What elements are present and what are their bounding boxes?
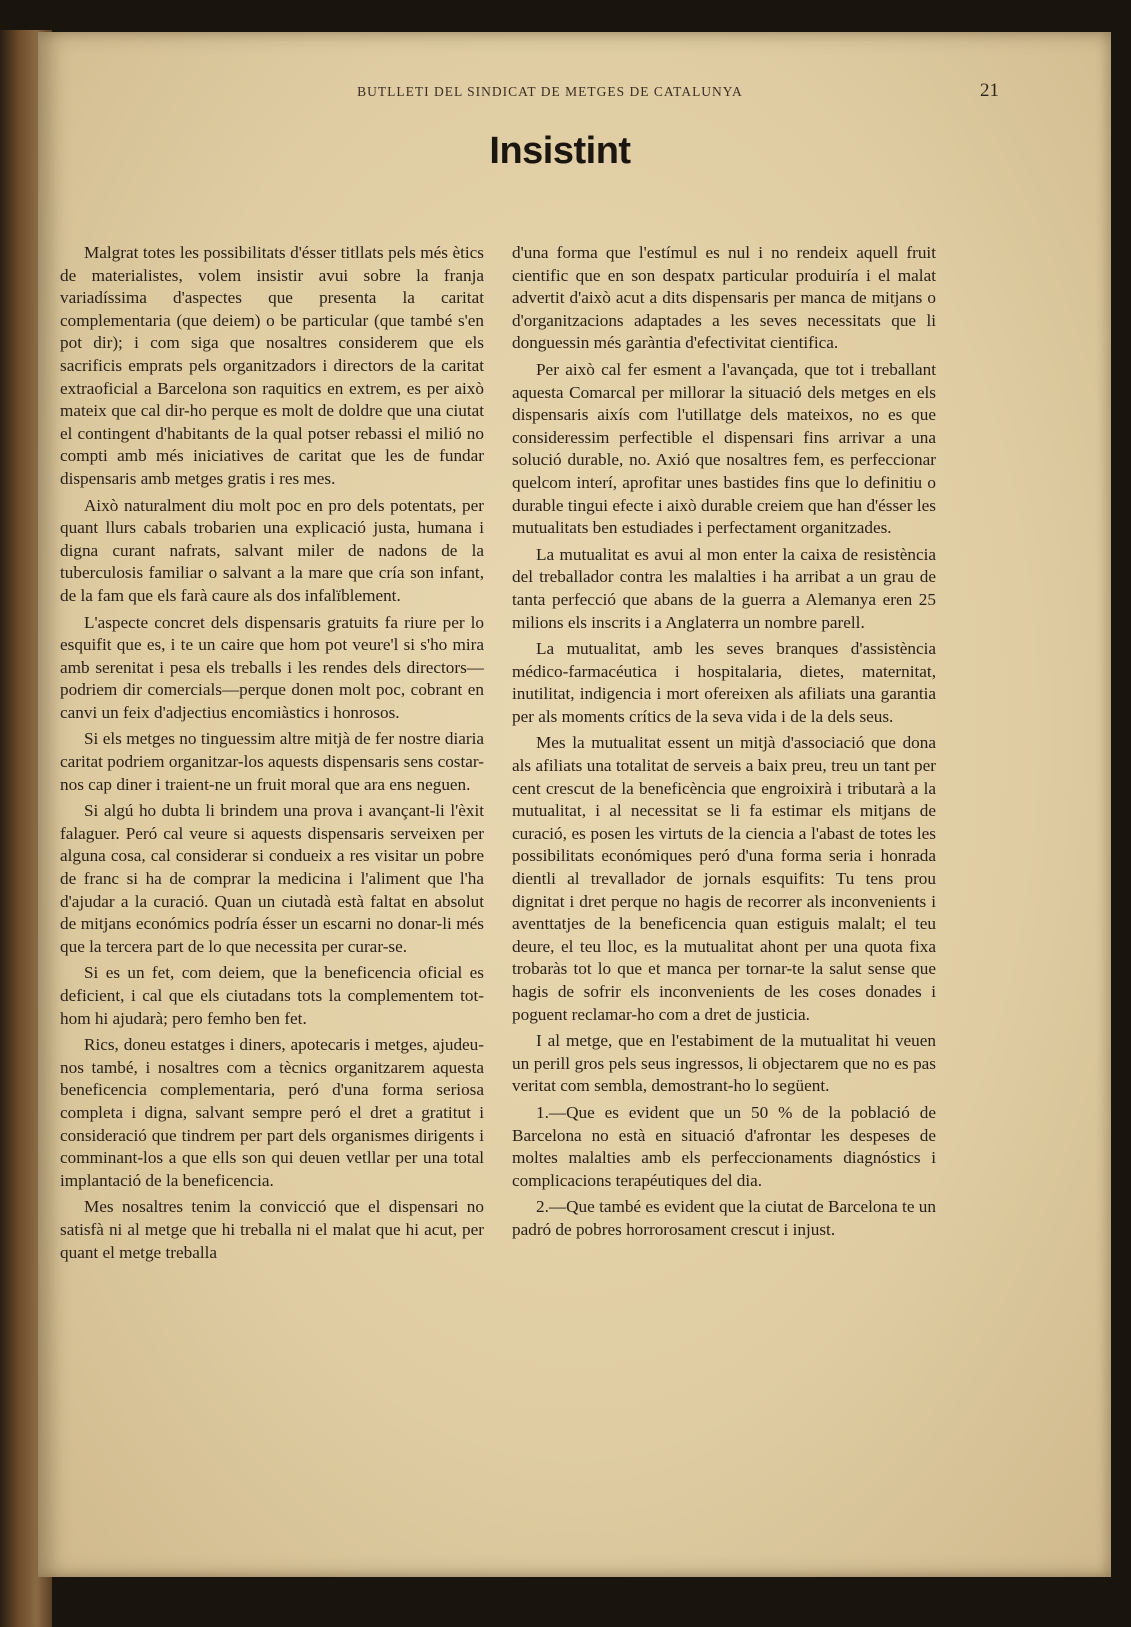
paragraph: Mes nosaltres tenim la convicció que el dispensari no satisfà ni al metge que hi treballa ni el malat que hi acut, per quant el metge treballa	[60, 1197, 484, 1262]
paragraph: 1.—Que es evident que un 50 % de la població de Barcelona no està en situació d'afrontar les despeses de moltes malalties amb els perfeccionaments diagnóstics i complicacions terapéutiques del dia.	[512, 1102, 936, 1190]
paragraph: La mutualitat, amb les seves branques d'assistència médico-farmacéutica i hospitalaria, dietes, maternitat, inutilitat, indigencia i mort ofereixen als afiliats una garantia per als moments crítics de la seva vida i de la dels seus.	[512, 639, 936, 726]
running-head: BUTLLETI DEL SINDICAT DE METGES DE CATALUNYA	[357, 84, 743, 99]
paragraph: Per això cal fer esment a l'avançada, que tot i treballant aquesta Comarcal per millorar la situació dels metges en els dispensaris aixís com l'utillatge dels mateixos, no es que consideressim perfectible el dispensari fins arrivar a una solució durable, no. Axió que nosaltres fem, es perfeccionar quelcom interí, aprofitar unes bastides fins que lo definitiu o durable tingui efecte i això durable creiem que han d'ésser les mutualitats ben estudiades i perfectament organitzades.	[512, 359, 936, 538]
paragraph-continuation: d'una forma que l'estímul es nul i no rendeix aquell fruit cientific que en son despatx particular produiría i el malat advertit d'això acut a dits dispensaris per manca de mitjans o d'organitzacions adaptades a les seves necessitats que li donguessin més garàntia d'efectivitat cientifica.	[512, 243, 936, 353]
paragraph: 2.—Que també es evident que la ciutat de Barcelona te un padró de pobres horrorosament crescut i injust.	[512, 1197, 936, 1239]
paragraph: Si els metges no tinguessim altre mitjà de fer nostre diaria caritat podriem organitzar-los aquests dispensaris sens costar-nos cap diner i traient-ne un fruit moral que ara ens neguen.	[60, 729, 484, 794]
paragraph: L'aspecte concret dels dispensaris gratuits fa riure per lo esquifit que es, i te un caire que hom pot veure'l si s'ho mira amb serenitat i pesa els treballs i les rendes dels directors—podriem dir comercials—perque donen molt poc, cobrant en canvi un feix d'adjectius encomiàstics i honrosos.	[60, 612, 484, 722]
paragraph: I al metge, que en l'estabiment de la mutualitat hi veuen un perill gros pels seus ingressos, li objectarem que no es pas veritat com sembla, demostrant-ho lo següent.	[512, 1031, 936, 1096]
paragraph: Malgrat totes les possibilitats d'ésser titllats pels més ètics de materialistes, volem insistir avui sobre la franja variadíssima d'aspectes que presenta la caritat complementaria (que deiem) o be particular (que també s'en pot dir); i com siga que nosaltres considerem que els sacrificis emprats pels organitzadors i directors de la caritat extraoficial a Barcelona son raquitics en extrem, es per això mateix que cal dir-ho perque es molt de doldre que una ciutat el contingent d'habitants de la qual potser rebassi el milió no compti amb més iniciatives de caritat que les de fundar dispensaris amb metges gratis i res mes.	[60, 243, 484, 488]
paragraph: Mes la mutualitat essent un mitjà d'associació que dona als afiliats una totalitat de serveis a baix preu, treu un tant per cent crescut de la beneficència que engroixirà i tributarà a la mutualitat, i al necessitat se li fa estimar els mitjans de curació, es posen les virtuts de la ciencia a l'abast de totes les possibilitats económiques peró d'una forma seria i honrada dientli al trevallador de jornals esquifits: Tu tens prou dignitat i dret perque no hagis de recorrer als inconvenients i aventtatjes de la beneficencia quan estiguis malalt; el teu deure, el teu lloc, es la mutualitat ahont per una quota fixa trobaràs tot lo que et manca per tornar-te la salut sense que hagis de sofrir els inconvenients de les coses donades i poguent reclamar-ho com a dret de justicia.	[512, 733, 936, 1024]
paragraph: La mutualitat es avui al mon enter la caixa de resistència del treballador contra les malalties i ha arribat a un grau de tanta perfecció que abans de la guerra a Alemanya eren 25 milions els inscrits i a Anglaterra un nombre parell.	[512, 544, 936, 632]
paragraph: Si algú ho dubta li brindem una prova i avançant-li l'èxit falaguer. Peró cal veure si aquests dispensaris serveixen per alguna cosa, cal considerar si condueix a res visitar un pobre de franc si ha de comprar la medicina i l'aliment que l'ha d'ajudar a la curació. Quan un ciutadà està faltat en absolut de mitjans económics podría ésser un escarni no donar-li més que la tercera part de lo que necessita per curar-se.	[60, 801, 484, 956]
article-title: Insistint	[489, 130, 631, 172]
right-column	[512, 242, 936, 1246]
page-number: 21	[980, 80, 999, 101]
left-column	[60, 242, 484, 1268]
paragraph: Això naturalment diu molt poc en pro dels potentats, per quant llurs cabals trobarien una explicació justa, humana i digna curant nafrats, salvant miler de nadons de la tuberculosis familiar o salvant a la mare que cría son infant, de la fam que els farà caure als dos infalïblement.	[60, 495, 484, 605]
paragraph: Si es un fet, com deiem, que la beneficencia oficial es deficient, i cal que els ciutadans tots la complementem tot-hom hi ajudarà; pero femho ben fet.	[60, 963, 484, 1028]
paragraph: Rics, doneu estatges i diners, apotecaris i metges, ajudeu-nos també, i nosaltres com a tècnics organitzarem aquesta beneficencia complementaria, peró d'una forma seriosa completa i digna, salvant sempre peró el dret a gratitut i consideració que tindrem per part dels organismes dirigents i comminant-los a que ells son qui deuen vetllar per una total implantació de la beneficencia.	[60, 1035, 484, 1190]
